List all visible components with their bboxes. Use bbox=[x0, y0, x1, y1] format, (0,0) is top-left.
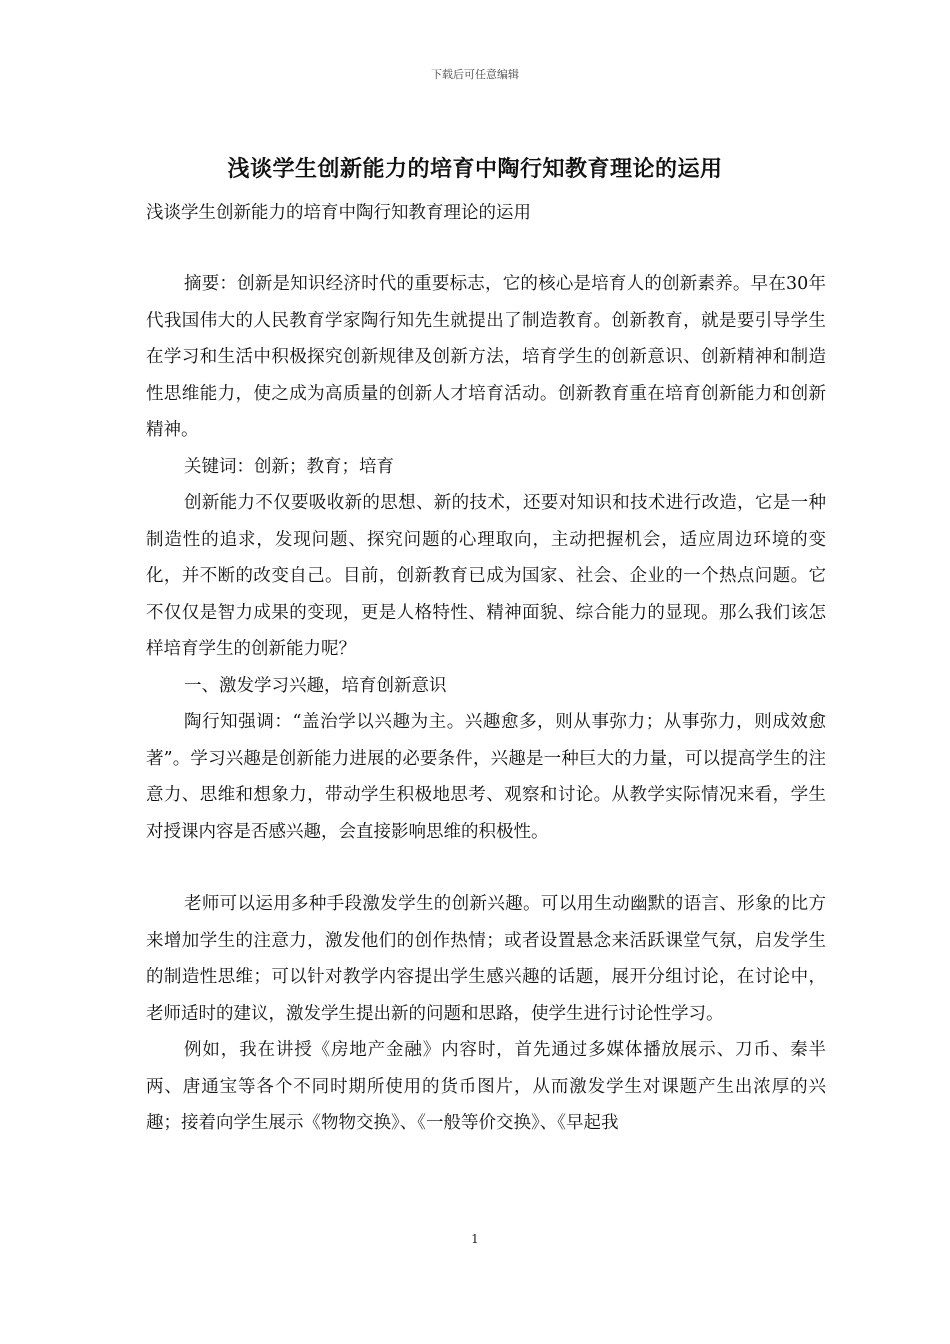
page-number: 1 bbox=[471, 1232, 479, 1246]
document-subtitle: 浅谈学生创新能力的培育中陶行知教育理论的运用 bbox=[146, 203, 531, 223]
header-note: 下载后可任意编辑 bbox=[431, 68, 519, 81]
keywords-paragraph: 关键词：创新；教育；培育 bbox=[184, 456, 394, 477]
section-heading: 一、激发学习兴趣，培育创新意识 bbox=[184, 675, 447, 696]
intro-paragraph: 创新能力不仅要吸收新的思想、新的技术，还要对知识和技术进行改造，它是一种制造性的追求，发现问题、探究问题的心理取向，主动把握机会，适应周边环境的变化，并不断的改变自己。目前，创新教育已成为国家、社会、企业的一个热点问题。它不仅仅是智力成果的变现，更是人格特性、精神面貌、综合能力的显现。那么我们该怎样培育学生的创新能力呢？ bbox=[146, 493, 826, 659]
abstract-paragraph: 摘要：创新是知识经济时代的重要标志，它的核心是培育人的创新素养。早在30年代我国伟大的人民教育学家陶行知先生就提出了制造教育。创新教育，就是要引导学生在学习和生活中积极探究创新规律及创新方法，培育学生的创新意识、创新精神和制造性思维能力，使之成为高质量的创新人才培育活动。创新教育重在培育创新能力和创新精神。 bbox=[146, 274, 826, 440]
document-body bbox=[146, 266, 826, 1142]
body-paragraph: 老师可以运用多种手段激发学生的创新兴趣。可以用生动幽默的语言、形象的比方来增加学生的注意力，激发他们的创作热情；或者设置悬念来活跃课堂气氛，启发学生的制造性思维；可以针对教学内容提出学生感兴趣的话题，展开分组讨论，在讨论中，老师适时的建议，激发学生提出新的问题和思路，使学生进行讨论性学习。 bbox=[146, 894, 826, 1024]
body-paragraph: 例如，我在讲授《房地产金融》内容时，首先通过多媒体播放展示、刀币、秦半两、唐通宝等各个不同时期所使用的货币图片，从而激发学生对课题产生出浓厚的兴趣；接着向学生展示《物物交换》、《一般等价交换》、《早起我 bbox=[146, 1040, 826, 1133]
document-title: 浅谈学生创新能力的培育中陶行知教育理论的运用 bbox=[227, 156, 723, 182]
body-paragraph: 陶行知强调：“盖治学以兴趣为主。兴趣愈多，则从事弥力；从事弥力，则成效愈著”。学习兴趣是创新能力进展的必要条件，兴趣是一种巨大的力量，可以提高学生的注意力、思维和想象力，带动学生积极地思考、观察和讨论。从教学实际情况来看，学生对授课内容是否感兴趣，会直接影响思维的积极性。 bbox=[146, 712, 826, 842]
